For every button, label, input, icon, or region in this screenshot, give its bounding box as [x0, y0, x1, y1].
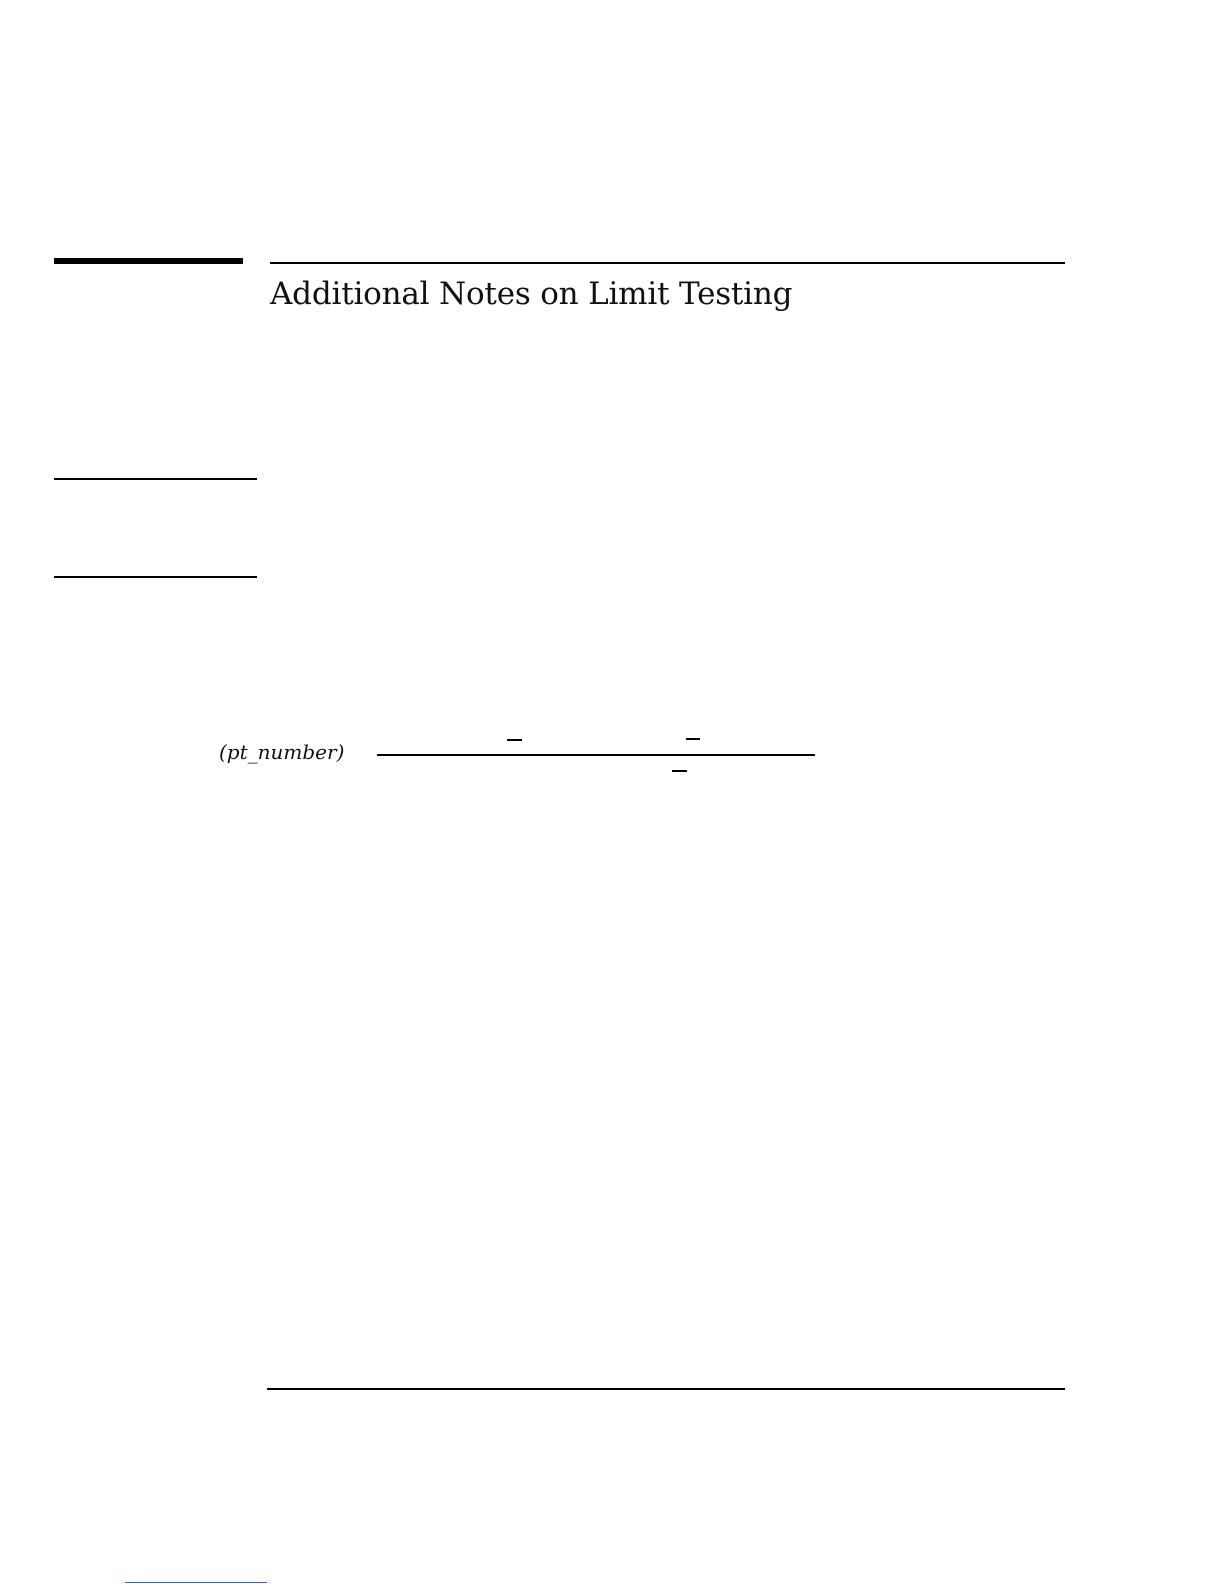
section-heading: Additional Notes on Limit Testing [270, 276, 793, 312]
formula-variable-label: (pt_number) [219, 740, 345, 764]
note-top-rule [54, 478, 257, 480]
section-marker-bar [54, 258, 243, 264]
formula-minus-sign-2 [686, 738, 700, 740]
formula-fraction-bar [377, 754, 815, 756]
note-bottom-rule [54, 576, 257, 578]
section-header-rule [270, 262, 1065, 264]
footer-rule [267, 1388, 1065, 1390]
formula-minus-sign-3 [672, 770, 687, 772]
footer-link-underline[interactable] [125, 1582, 267, 1583]
formula-minus-sign-1 [507, 739, 522, 741]
